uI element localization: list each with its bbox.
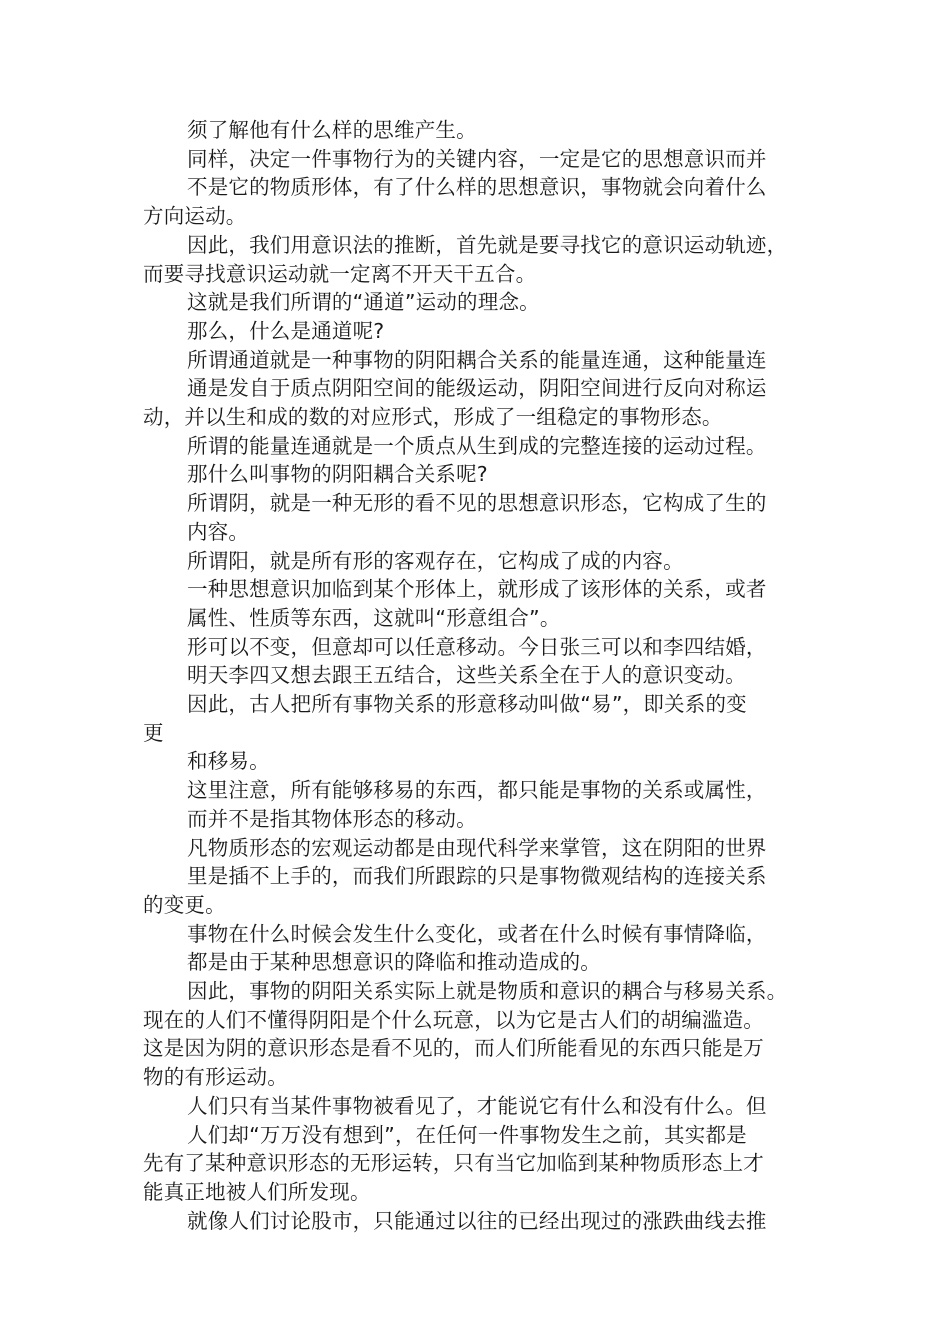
text-line: 能真正地被人们所发现。 [143,1179,371,1204]
text-line: 物的有形运动。 [143,1065,288,1090]
text-line: 这就是我们所谓的“通道”运动的理念。 [187,290,540,315]
text-line: 都是由于某种思想意识的降临和推动造成的。 [187,950,601,975]
text-line: 因此，事物的阴阳关系实际上就是物质和意识的耦合与移易关系。 [187,979,788,1003]
text-line: 因此，古人把所有事物关系的形意移动叫做“易”，即关系的变 [187,692,747,716]
text-line: 这是因为阴的意识形态是看不见的，而人们所能看见的东西只能是万 [143,1036,764,1061]
text-line: 的变更。 [143,892,226,917]
text-line: 现在的人们不懂得阴阳是个什么玩意，以为它是古人们的胡编滥造。 [143,1007,764,1032]
text-line: 先有了某种意识形态的无形运转，只有当它加临到某种物质形态上才 [143,1151,764,1176]
text-line: 内容。 [187,519,250,544]
text-line: 所谓阴，就是一种无形的看不见的思想意识形态，它构成了生的 [187,491,767,516]
text-line: 形可以不变，但意却可以任意移动。今日张三可以和李四结婚， [187,634,767,659]
text-line: 更 [143,720,164,745]
text-line: 通是发自于质点阴阳空间的能级运动，阴阳空间进行反向对称运 [187,376,767,401]
text-line: 里是插不上手的，而我们所跟踪的只是事物微观结构的连接关系 [187,864,767,889]
text-line: 而要寻找意识运动就一定离不开天干五合。 [143,261,537,286]
text-line: 同样，决定一件事物行为的关键内容，一定是它的思想意识而并 [187,146,767,171]
text-line: 就像人们讨论股市，只能通过以往的已经出现过的涨跌曲线去推 [187,1208,767,1233]
text-line: 不是它的物质形体，有了什么样的思想意识，事物就会向着什么 [187,175,767,200]
text-line: 和移易。 [187,749,270,774]
text-line: 那么，什么是通道呢? [187,318,385,343]
text-line: 须了解他有什么样的思维产生。 [187,118,477,142]
text-line: 凡物质形态的宏观运动都是由现代科学来掌管，这在阴阳的世界 [187,835,767,860]
text-line: 明天李四又想去跟王五结合，这些关系全在于人的意识变动。 [187,663,746,688]
text-line: 所谓阳，就是所有形的客观存在，它构成了成的内容。 [187,548,684,573]
text-line: 事物在什么时候会发生什么变化，或者在什么时候有事情降临， [187,921,767,946]
text-line: 所谓通道就是一种事物的阴阳耦合关系的能量连通，这种能量连 [187,347,767,372]
text-line: 而并不是指其物体形态的移动。 [187,806,477,831]
text-line: 那什么叫事物的阴阳耦合关系呢? [187,462,488,487]
text-line: 方向运动。 [143,204,247,229]
text-line: 这里注意，所有能够移易的东西，都只能是事物的关系或属性， [187,778,767,803]
text-line: 属性、性质等东西，这就叫“形意组合”。 [187,605,561,630]
text-line: 一种思想意识加临到某个形体上，就形成了该形体的关系，或者 [187,577,767,602]
text-line: 动，并以生和成的数的对应形式，形成了一组稳定的事物形态。 [143,405,723,429]
text-line: 人们却“万万没有想到”，在任何一件事物发生之前，其实都是 [187,1122,747,1147]
text-line: 所谓的能量连通就是一个质点从生到成的完整连接的运动过程。 [187,433,767,458]
text-line: 人们只有当某件事物被看见了，才能说它有什么和没有什么。但 [187,1093,767,1118]
text-line: 因此，我们用意识法的推断，首先就是要寻找它的意识运动轨迹， [187,232,788,257]
